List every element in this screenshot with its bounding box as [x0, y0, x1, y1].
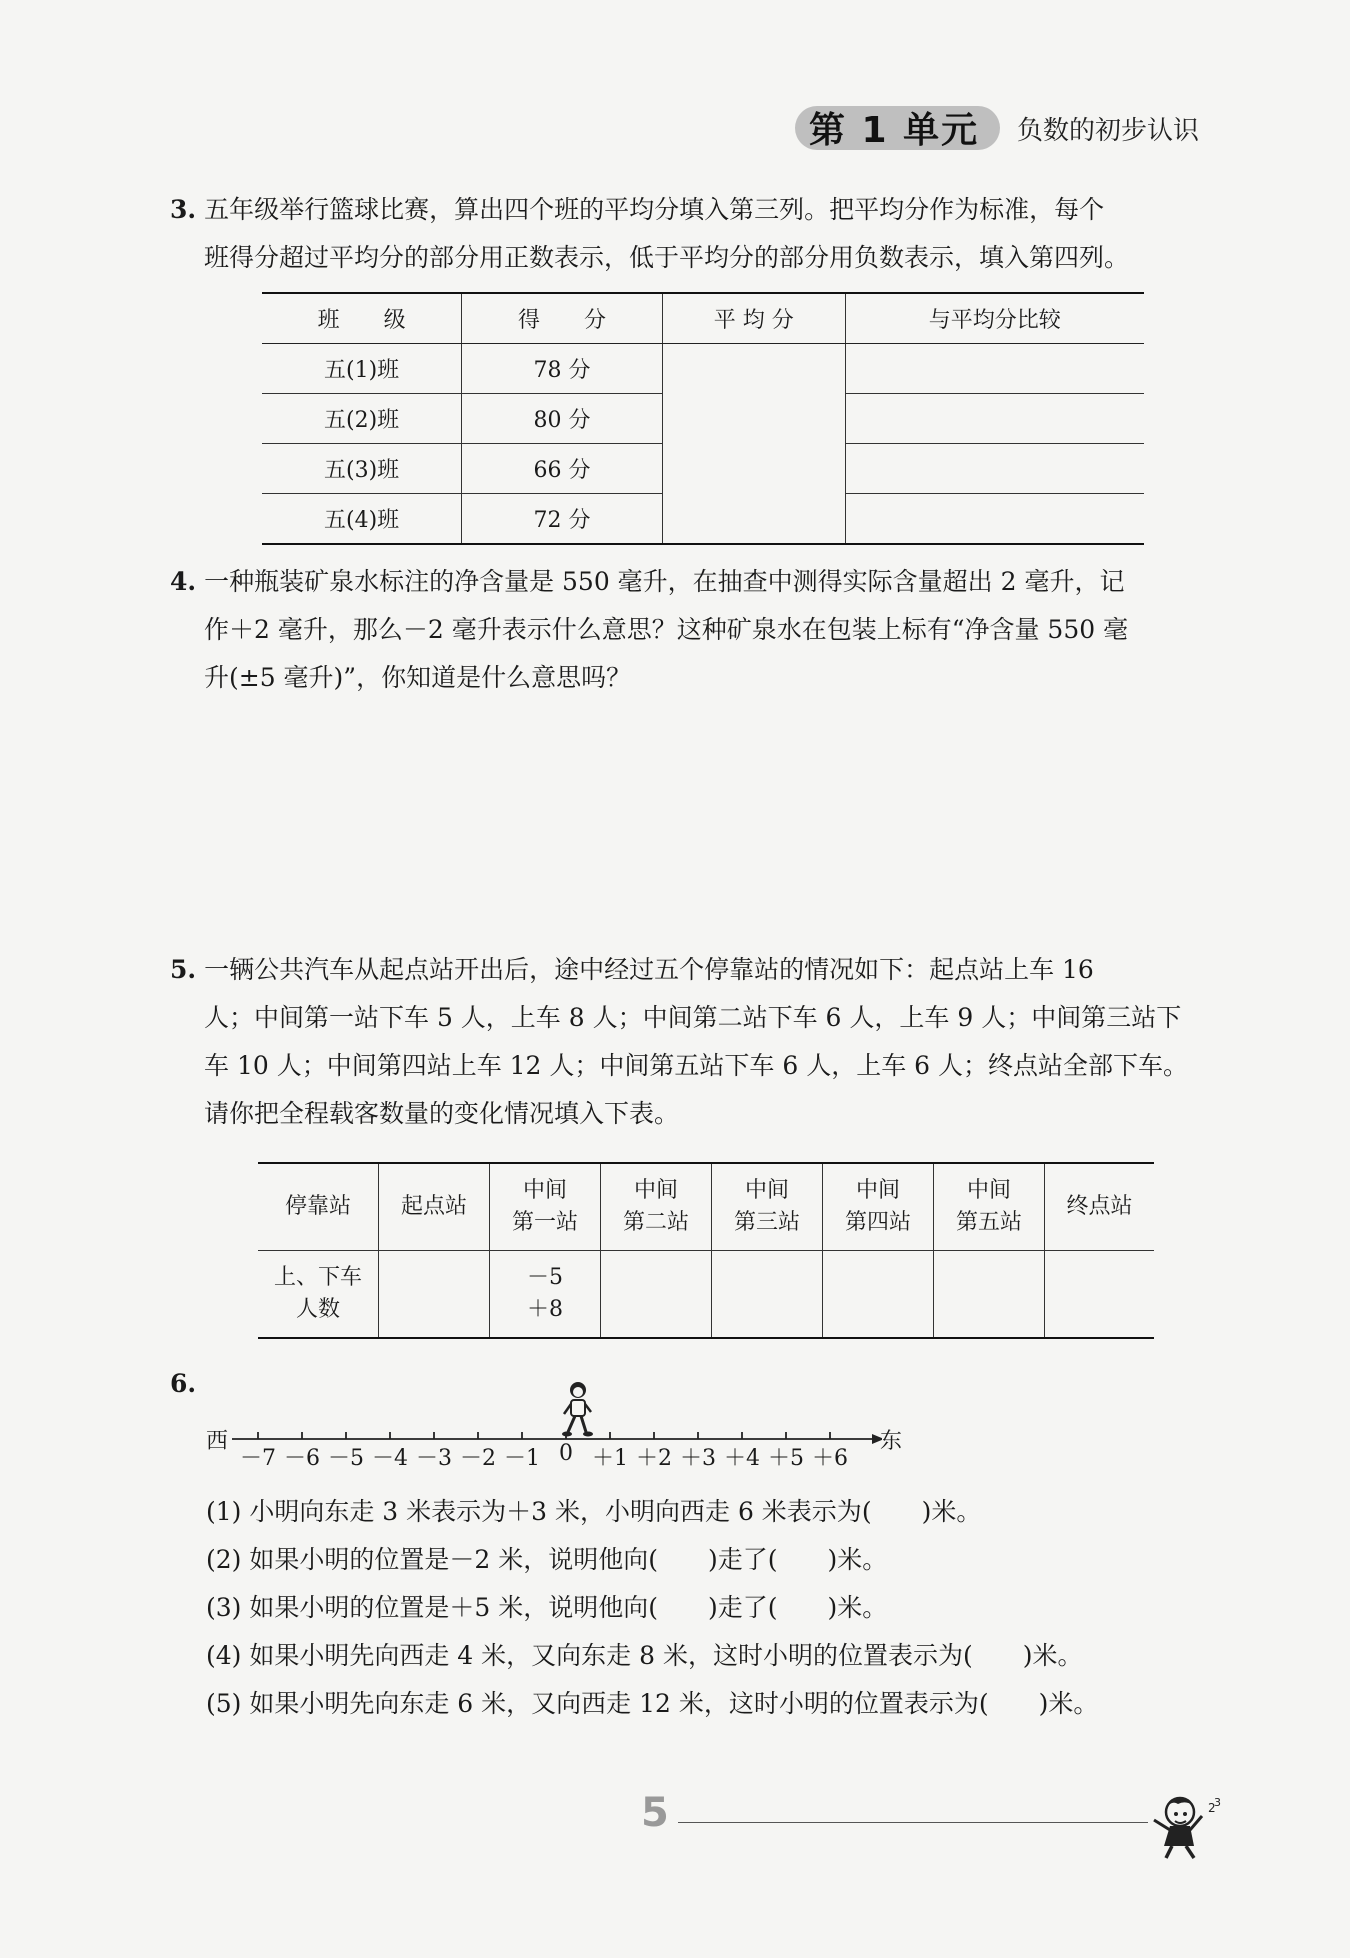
tick-label: －3: [416, 1446, 452, 1471]
sub-question-1: (1) 小明向东走 3 米表示为＋3 米，小明向西走 6 米表示为( )米。: [206, 1497, 982, 1526]
tick-label: ＋2: [636, 1446, 672, 1471]
tick-label: ＋1: [592, 1446, 628, 1471]
tick-label: ＋5: [768, 1446, 804, 1471]
footer-divider: [678, 1822, 1148, 1823]
table-cell: 五(4)班: [262, 494, 462, 545]
question-number: 6.: [170, 1369, 197, 1398]
table-cell: 五(2)班: [262, 394, 462, 444]
unit-header: [795, 96, 1215, 156]
page-number: 5: [641, 1790, 669, 1836]
unit-title: 第 1 单元: [809, 110, 980, 151]
question-text: 一种瓶装矿泉水标注的净含量是 550 毫升，在抽查中测得实际含量超出 2 毫升，记: [204, 567, 1125, 596]
table-cell: 五(1)班: [262, 344, 462, 394]
compare-answer-cell[interactable]: [845, 344, 1144, 394]
question-text: 车 10 人；中间第四站上车 12 人；中间第五站下车 6 人，上车 6 人；终点站全部下车。: [204, 1051, 1189, 1080]
unit-subtitle: 负数的初步认识: [1017, 116, 1200, 146]
question-3: [170, 186, 1129, 282]
question-text: 人；中间第一站下车 5 人，上车 8 人；中间第二站下车 6 人，上车 9 人；中间第三站下: [204, 1003, 1182, 1032]
tick-label: ＋6: [812, 1446, 848, 1471]
tick-label: －1: [504, 1446, 540, 1471]
question-number: 5.: [170, 955, 197, 984]
question-5: [170, 946, 1188, 1138]
table-header: 与平均分比较: [845, 293, 1144, 344]
sub-question-2: (2) 如果小明的位置是－2 米，说明他向( )走了( )米。: [206, 1545, 888, 1574]
sub-question-5: (5) 如果小明先向东走 6 米，又向西走 12 米，这时小明的位置表示为( )米。: [206, 1689, 1099, 1718]
answer-cell[interactable]: [823, 1251, 934, 1339]
table-cell: 五(3)班: [262, 444, 462, 494]
svg-text:2: 2: [1208, 1801, 1216, 1815]
table-cell: －5 ＋8: [490, 1251, 601, 1339]
bus-passenger-table: [258, 1162, 1154, 1339]
tick-label: ＋4: [724, 1446, 760, 1471]
table-header: 终点站: [1045, 1163, 1155, 1251]
question-6: [170, 1360, 196, 1408]
answer-cell[interactable]: [379, 1251, 490, 1339]
question-number: 4.: [170, 567, 197, 596]
answer-space[interactable]: [206, 700, 1146, 930]
answer-cell[interactable]: [1045, 1251, 1155, 1339]
table-header: 中间 第四站: [823, 1163, 934, 1251]
answer-cell[interactable]: [934, 1251, 1045, 1339]
east-label: 东: [880, 1429, 903, 1454]
tick-label: 0: [559, 1441, 573, 1466]
table-header: 中间 第三站: [712, 1163, 823, 1251]
sub-question-3: (3) 如果小明的位置是＋5 米，说明他向( )走了( )米。: [206, 1593, 888, 1622]
table-header: 得 分: [462, 293, 663, 344]
class-score-table: [262, 292, 1144, 545]
compare-answer-cell[interactable]: [845, 494, 1144, 545]
table-header: 中间 第五站: [934, 1163, 1045, 1251]
table-row: [258, 1251, 1154, 1339]
table-header: 中间 第二站: [601, 1163, 712, 1251]
sub-question-4: (4) 如果小明先向西走 4 米，又向东走 8 米，这时小明的位置表示为( )米。: [206, 1641, 1083, 1670]
tick-label: －4: [372, 1446, 408, 1471]
table-header: 班 级: [262, 293, 462, 344]
tick-label: －6: [284, 1446, 320, 1471]
question-number: 3.: [170, 195, 197, 224]
question-4: [170, 558, 1128, 702]
table-cell: 78 分: [462, 344, 663, 394]
table-header: 平 均 分: [662, 293, 845, 344]
compare-answer-cell[interactable]: [845, 444, 1144, 494]
table-cell: 80 分: [462, 394, 663, 444]
question-text: 班得分超过平均分的部分用正数表示，低于平均分的部分用负数表示，填入第四列。: [204, 243, 1130, 272]
table-header: 中间 第一站: [490, 1163, 601, 1251]
question-text: 五年级举行篮球比赛，算出四个班的平均分填入第三列。把平均分作为标准，每个: [204, 195, 1105, 224]
west-label: 西: [206, 1429, 229, 1454]
question-text: 作＋2 毫升，那么－2 毫升表示什么意思？这种矿泉水在包装上标有“净含量 550 毫: [204, 615, 1129, 644]
svg-text:3: 3: [1214, 1796, 1221, 1809]
table-cell: 72 分: [462, 494, 663, 545]
question-text: 请你把全程载客数量的变化情况填入下表。: [204, 1099, 680, 1128]
question-text: 升(±5 毫升)”，你知道是什么意思吗？: [204, 663, 632, 692]
tick-label: －5: [328, 1446, 364, 1471]
tick-label: －2: [460, 1446, 496, 1471]
average-answer-cell[interactable]: [662, 344, 845, 545]
row-label: 上、下车 人数: [258, 1251, 379, 1339]
table-row: [262, 344, 1144, 394]
table-header: 起点站: [379, 1163, 490, 1251]
tick-label: ＋3: [680, 1446, 716, 1471]
answer-cell[interactable]: [601, 1251, 712, 1339]
table-cell: 66 分: [462, 444, 663, 494]
answer-cell[interactable]: [712, 1251, 823, 1339]
tick-label: －7: [240, 1446, 276, 1471]
table-header: 停靠站: [258, 1163, 379, 1251]
compare-answer-cell[interactable]: [845, 394, 1144, 444]
question-text: 一辆公共汽车从起点站开出后，途中经过五个停靠站的情况如下：起点站上车 16: [204, 955, 1094, 984]
mascot-icon: [1148, 1790, 1228, 1860]
